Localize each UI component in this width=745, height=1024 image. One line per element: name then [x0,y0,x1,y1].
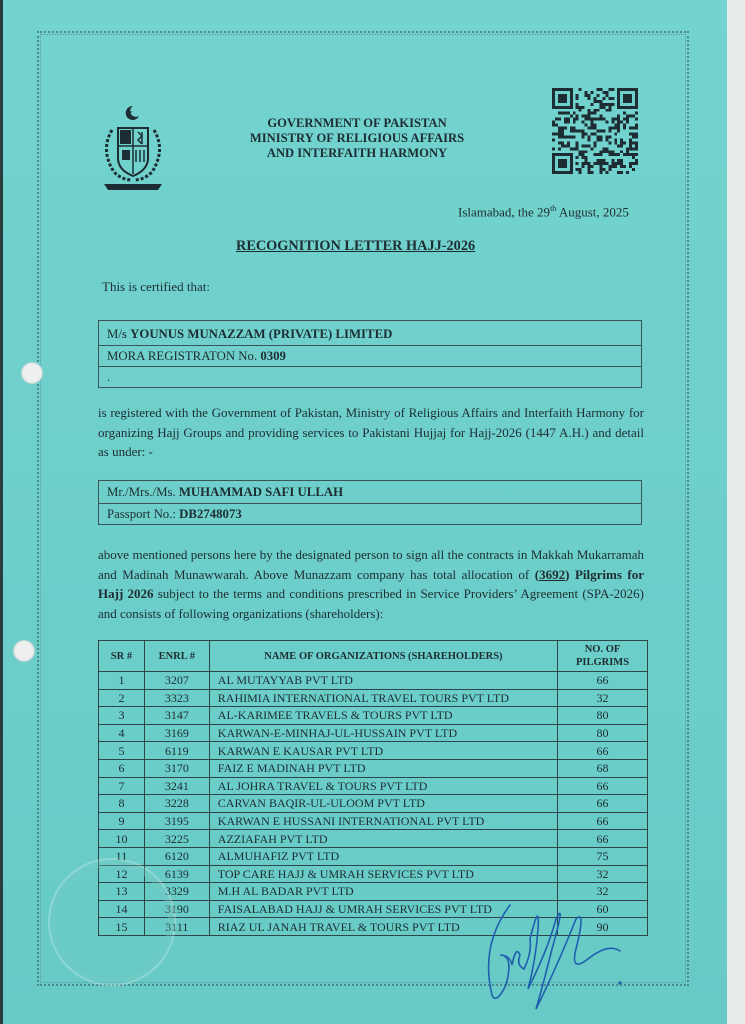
company-name: YOUNUS MUNAZZAM (PRIVATE) LIMITED [130,327,393,341]
table-row [99,795,648,813]
row-sr: 9 [99,812,145,830]
passport-number: DB2748073 [179,507,242,521]
row-organization: AL JOHRA TRAVEL & TOURS PVT LTD [209,777,557,795]
letterhead [222,116,492,161]
letter-title: RECOGNITION LETTER HAJJ-2026 [236,238,476,254]
table-row [99,830,648,848]
row-pilgrims: 66 [558,830,648,848]
row-sr: 11 [99,847,145,865]
row-organization: M.H AL BADAR PVT LTD [209,883,557,901]
row-pilgrims: 66 [558,777,648,795]
table-row [99,759,648,777]
letterhead-ministry: MINISTRY OF RELIGIOUS AFFAIRS [249,131,465,145]
row-sr: 8 [99,795,145,813]
person-row [99,481,641,504]
allocation-text-1: above mentioned persons here by the designated person to sign all the contracts in Makkah Mukarramah and Madinah Munawwarah. Above Munazzam company has total allocation of [98,547,644,582]
allocation-text-2: subject to the terms and conditions prescribed in Service Providers’ Agreement (SPA-2026) and consists of following organizations (shareholders): [98,586,644,621]
row-enrl: 6119 [144,742,209,760]
passport-row [99,504,641,524]
row-sr: 4 [99,724,145,742]
punch-hole-top [21,362,43,384]
state-emblem-icon [92,102,174,196]
row-enrl: 3228 [144,795,209,813]
row-enrl: 3241 [144,777,209,795]
row-enrl: 3225 [144,830,209,848]
table-row [99,672,648,690]
row-enrl: 3169 [144,724,209,742]
header-pilgrims: NO. OF PILGRIMS [558,641,648,672]
row-organization: ALMUHAFIZ PVT LTD [209,847,557,865]
company-box [98,320,642,388]
punch-hole-bottom [13,640,35,662]
issue-date [458,204,629,220]
row-organization: KARWAN-E-MINHAJ-UL-HUSSAIN PVT LTD [209,724,557,742]
paren-open: ( [534,566,540,582]
scan-edge [0,0,3,1024]
row-sr: 2 [99,689,145,707]
row-organization: TOP CARE HAJJ & UMRAH SERVICES PVT LTD [209,865,557,883]
row-pilgrims: 80 [558,707,648,725]
row-pilgrims: 80 [558,724,648,742]
date-day: Islamabad, the 29 [458,204,551,220]
table-row [99,742,648,760]
row-organization: KARWAN E KAUSAR PVT LTD [209,742,557,760]
row-enrl: 3207 [144,672,209,690]
row-organization: AL MUTAYYAB PVT LTD [209,672,557,690]
table-header-row [99,641,648,672]
table-row [99,777,648,795]
table-row [99,707,648,725]
row-enrl: 3329 [144,883,209,901]
table-row [99,812,648,830]
allocation-count: 3692 [539,566,566,582]
letterhead-government: GOVERNMENT OF PAKISTAN [267,116,447,130]
row-enrl: 3170 [144,759,209,777]
row-sr: 7 [99,777,145,795]
row-pilgrims: 66 [558,672,648,690]
row-sr: 6 [99,759,145,777]
row-pilgrims: 32 [558,865,648,883]
row-organization: KARWAN E HUSSANI INTERNATIONAL PVT LTD [209,812,557,830]
header-organization: NAME OF ORGANIZATIONS (SHAREHOLDERS) [209,641,557,672]
signature-icon [470,885,640,1010]
row-sr: 10 [99,830,145,848]
row-enrl: 6139 [144,865,209,883]
date-ordinal: th [550,204,557,213]
row-enrl: 3190 [144,900,209,918]
registration-label: MORA REGISTRATON No. [107,349,261,363]
row-enrl: 3147 [144,707,209,725]
certified-line: This is certified that: [102,279,210,294]
row-sr: 13 [99,883,145,901]
passport-label: Passport No.: [107,507,180,521]
row-sr: 1 [99,672,145,690]
row-enrl: 3195 [144,812,209,830]
row-organization: AZZIAFAH PVT LTD [209,830,557,848]
registration-paragraph: is registered with the Government of Pakistan, Ministry of Religious Affairs and Interfaith Harmony for organizing Hajj Groups and providing services to Pakistani Hujjaj for Hajj-2026 (1447 A.H.) and detail as under: - [98,405,644,459]
row-enrl: 3111 [144,918,209,936]
person-box [98,480,642,525]
embossed-seal [48,858,176,986]
header-sr: SR # [99,641,145,672]
row-pilgrims: 66 [558,812,648,830]
row-pilgrims: 32 [558,689,648,707]
row-enrl: 3323 [144,689,209,707]
row-pilgrims: 75 [558,847,648,865]
row-pilgrims: 90 [558,918,648,936]
row-sr: 3 [99,707,145,725]
row-sr: 14 [99,900,145,918]
row-organization: RIAZ UL JANAH TRAVEL & TOURS PVT LTD [209,918,557,936]
table-row [99,865,648,883]
row-pilgrims: 66 [558,795,648,813]
allocation-label: ) Pilgrims for Hajj 2026 [98,566,644,601]
date-month-year: August, 2025 [556,204,629,220]
table-row [99,724,648,742]
company-row [99,321,641,346]
row-pilgrims: 32 [558,883,648,901]
registration-number: 0309 [260,349,286,363]
allocation-paragraph [98,545,644,623]
row-organization: RAHIMIA INTERNATIONAL TRAVEL TOURS PVT LTD [209,689,557,707]
person-title: Mr./Mrs./Ms. [107,485,179,499]
row-sr: 15 [99,918,145,936]
row-sr: 12 [99,865,145,883]
row-pilgrims: 60 [558,900,648,918]
row-enrl: 6120 [144,847,209,865]
row-organization: AL-KARIMEE TRAVELS & TOURS PVT LTD [209,707,557,725]
registration-row [99,346,641,367]
row-pilgrims: 66 [558,742,648,760]
letterhead-department: AND INTERFAITH HARMONY [266,146,448,160]
person-name: MUHAMMAD SAFI ULLAH [178,485,344,499]
table-row [99,847,648,865]
company-prefix: M/s [107,327,131,341]
row-pilgrims: 68 [558,759,648,777]
table-row [99,689,648,707]
row-sr: 5 [99,742,145,760]
row-organization: FAISALABAD HAJJ & UMRAH SERVICES PVT LTD [209,900,557,918]
header-enrl: ENRL # [144,641,209,672]
blank-row: . [107,370,111,384]
row-organization: CARVAN BAQIR-UL-ULOOM PVT LTD [209,795,557,813]
qr-code-icon [551,88,639,174]
row-organization: FAIZ E MADINAH PVT LTD [209,759,557,777]
